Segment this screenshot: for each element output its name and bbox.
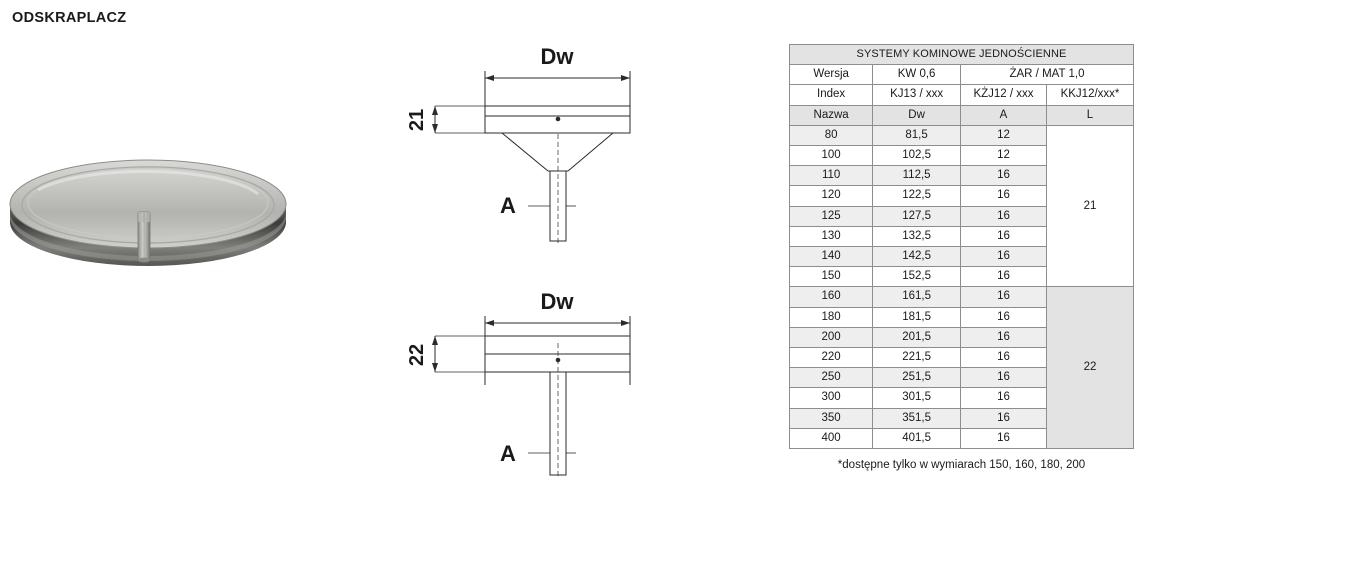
cell-nazwa: 300 bbox=[790, 388, 873, 408]
cell-dw: 127,5 bbox=[873, 206, 961, 226]
cell-dw: 132,5 bbox=[873, 226, 961, 246]
cell-nazwa: 80 bbox=[790, 125, 873, 145]
table-footnote: *dostępne tylko w wymiarach 150, 160, 180, 200 bbox=[837, 459, 1086, 471]
cell-a: 16 bbox=[960, 186, 1046, 206]
table-row-title bbox=[790, 45, 1134, 65]
cell-a: 16 bbox=[960, 408, 1046, 428]
cell-a: 16 bbox=[960, 388, 1046, 408]
col-header-l: L bbox=[1047, 105, 1134, 125]
cell-a: 16 bbox=[960, 428, 1046, 448]
cell-a: 16 bbox=[960, 327, 1046, 347]
drawing-bottom-a-label: A bbox=[500, 441, 516, 466]
cell-nazwa: 150 bbox=[790, 267, 873, 287]
cell-dw: 251,5 bbox=[873, 368, 961, 388]
table-row bbox=[790, 125, 1134, 145]
cell-dw: 301,5 bbox=[873, 388, 961, 408]
cell-nazwa: 120 bbox=[790, 186, 873, 206]
cell-a: 16 bbox=[960, 226, 1046, 246]
drawing-top-dw-label: Dw bbox=[540, 44, 574, 69]
table-row-index bbox=[790, 85, 1134, 105]
table-row bbox=[790, 287, 1134, 307]
cell-nazwa: 180 bbox=[790, 307, 873, 327]
cell-dw: 401,5 bbox=[873, 428, 961, 448]
cell-dw: 112,5 bbox=[873, 166, 961, 186]
cell-dw: 351,5 bbox=[873, 408, 961, 428]
cell-nazwa: 250 bbox=[790, 368, 873, 388]
cell-a: 16 bbox=[960, 307, 1046, 327]
drawing-bottom-dw-label: Dw bbox=[540, 289, 574, 314]
cell-dw: 142,5 bbox=[873, 247, 961, 267]
wersja-kw: KW 0,6 bbox=[873, 65, 961, 85]
cell-dw: 161,5 bbox=[873, 287, 961, 307]
cell-a: 16 bbox=[960, 348, 1046, 368]
cell-nazwa: 220 bbox=[790, 348, 873, 368]
table-row-column-headers bbox=[790, 105, 1134, 125]
cell-a: 16 bbox=[960, 206, 1046, 226]
index-kzj12: KŻJ12 / xxx bbox=[960, 85, 1046, 105]
product-photo bbox=[8, 150, 288, 285]
cell-a: 12 bbox=[960, 125, 1046, 145]
cell-a: 16 bbox=[960, 166, 1046, 186]
col-header-a: A bbox=[960, 105, 1046, 125]
cell-nazwa: 400 bbox=[790, 428, 873, 448]
technical-drawing-bottom bbox=[380, 283, 670, 498]
cell-a: 12 bbox=[960, 146, 1046, 166]
cell-dw: 152,5 bbox=[873, 267, 961, 287]
cell-a: 16 bbox=[960, 368, 1046, 388]
cell-nazwa: 200 bbox=[790, 327, 873, 347]
technical-drawing-top bbox=[380, 38, 670, 253]
cell-nazwa: 125 bbox=[790, 206, 873, 226]
cell-l: 21 bbox=[1047, 125, 1134, 287]
drawing-top-height-label: 21 bbox=[406, 108, 428, 132]
cell-nazwa: 130 bbox=[790, 226, 873, 246]
wersja-zar-mat: ŻAR / MAT 1,0 bbox=[960, 65, 1133, 85]
col-header-dw: Dw bbox=[873, 105, 961, 125]
cell-nazwa: 160 bbox=[790, 287, 873, 307]
cell-dw: 201,5 bbox=[873, 327, 961, 347]
col-header-nazwa: Nazwa bbox=[790, 105, 873, 125]
cell-dw: 221,5 bbox=[873, 348, 961, 368]
index-kj13: KJ13 / xxx bbox=[873, 85, 961, 105]
cell-a: 16 bbox=[960, 287, 1046, 307]
cell-l: 22 bbox=[1047, 287, 1134, 449]
cell-a: 16 bbox=[960, 267, 1046, 287]
cell-dw: 102,5 bbox=[873, 146, 961, 166]
cell-a: 16 bbox=[960, 247, 1046, 267]
cell-dw: 81,5 bbox=[873, 125, 961, 145]
cell-dw: 122,5 bbox=[873, 186, 961, 206]
drawing-bottom-height-label: 22 bbox=[406, 343, 428, 367]
specification-table bbox=[789, 44, 1134, 449]
table-body bbox=[790, 125, 1134, 448]
row-label-index: Index bbox=[790, 85, 873, 105]
row-label-wersja: Wersja bbox=[790, 65, 873, 85]
cell-dw: 181,5 bbox=[873, 307, 961, 327]
cell-nazwa: 140 bbox=[790, 247, 873, 267]
index-kkj12: KKJ12/xxx* bbox=[1047, 85, 1134, 105]
table-row-wersja bbox=[790, 65, 1134, 85]
table-title: SYSTEMY KOMINOWE JEDNOŚCIENNE bbox=[790, 45, 1134, 65]
cell-nazwa: 110 bbox=[790, 166, 873, 186]
cell-nazwa: 350 bbox=[790, 408, 873, 428]
drawing-top-a-label: A bbox=[500, 193, 516, 218]
cell-nazwa: 100 bbox=[790, 146, 873, 166]
page-title: ODSKRAPLACZ bbox=[12, 10, 127, 26]
